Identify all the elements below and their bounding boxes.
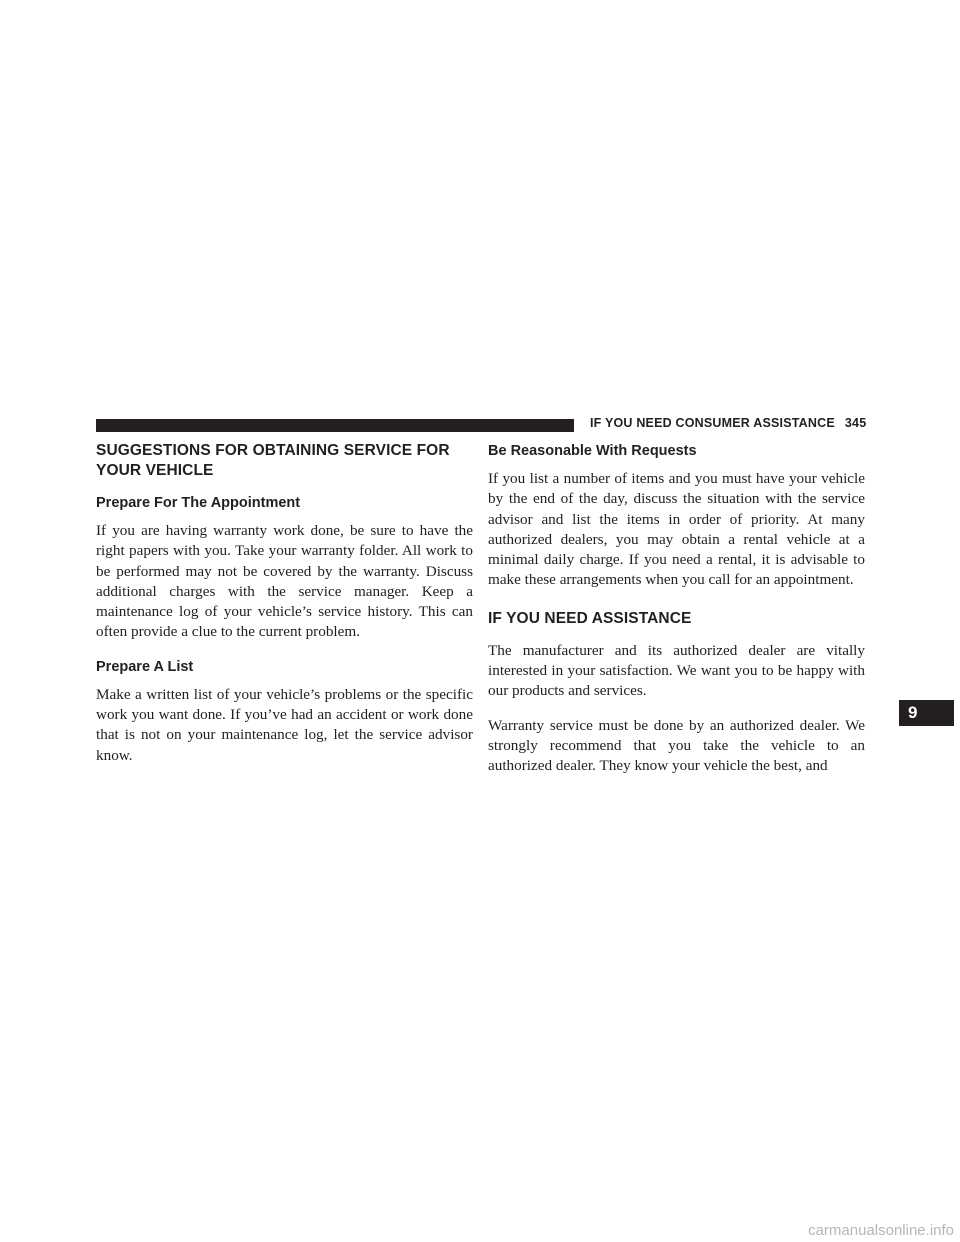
paragraph-prepare-list: Make a written list of your vehicle’s problems or the specific work you want done. If you’ve had an accident or work done that is not on your maintenance log, let the service advisor know. xyxy=(96,685,473,764)
header-rule-bar xyxy=(96,419,574,432)
right-column xyxy=(488,441,865,791)
section-heading-suggestions: SUGGESTIONS FOR OBTAINING SERVICE FOR YOUR VEHICLE xyxy=(96,442,450,479)
header-title: IF YOU NEED CONSUMER ASSISTANCE xyxy=(590,416,835,430)
watermark-text: carmanualsonline.info xyxy=(808,1222,954,1239)
section-heading-assistance: IF YOU NEED ASSISTANCE xyxy=(488,609,692,627)
left-column xyxy=(96,441,473,780)
paragraph-prepare-appointment: If you are having warranty work done, be sure to have the right papers with you. Take your warranty folder. All work to be performed may not be covered by the warranty. Discuss additional charges with the service manager. Keep a maintenance log of your vehicle’s service history. This can often provide a clue to the current problem. xyxy=(96,522,473,641)
paragraph-reasonable-requests: If you list a number of items and you must have your vehicle by the end of the day, discuss the situation with the service advisor and list the items in order of priority. At many authorized dealers, you may obtain a rental vehicle at a minimal daily charge. If you need a rental, it is advisable to make these arrangements when you call for an appointment. xyxy=(488,470,865,589)
chapter-tab: 9 xyxy=(899,700,954,726)
paragraph-assistance-1: The manufacturer and its authorized dealer are vitally interested in your satisfaction. We want you to be happy with our products and services. xyxy=(488,641,865,700)
subheading-prepare-list: Prepare A List xyxy=(96,658,194,675)
paragraph-assistance-2: Warranty service must be done by an authorized dealer. We strongly recommend that you take the vehicle to an authorized dealer. They know your vehicle the best, and xyxy=(488,716,865,775)
subheading-reasonable-requests: Be Reasonable With Requests xyxy=(488,443,697,459)
running-header xyxy=(590,416,866,430)
page-number: 345 xyxy=(844,416,867,430)
subheading-prepare-appointment: Prepare For The Appointment xyxy=(96,495,301,511)
